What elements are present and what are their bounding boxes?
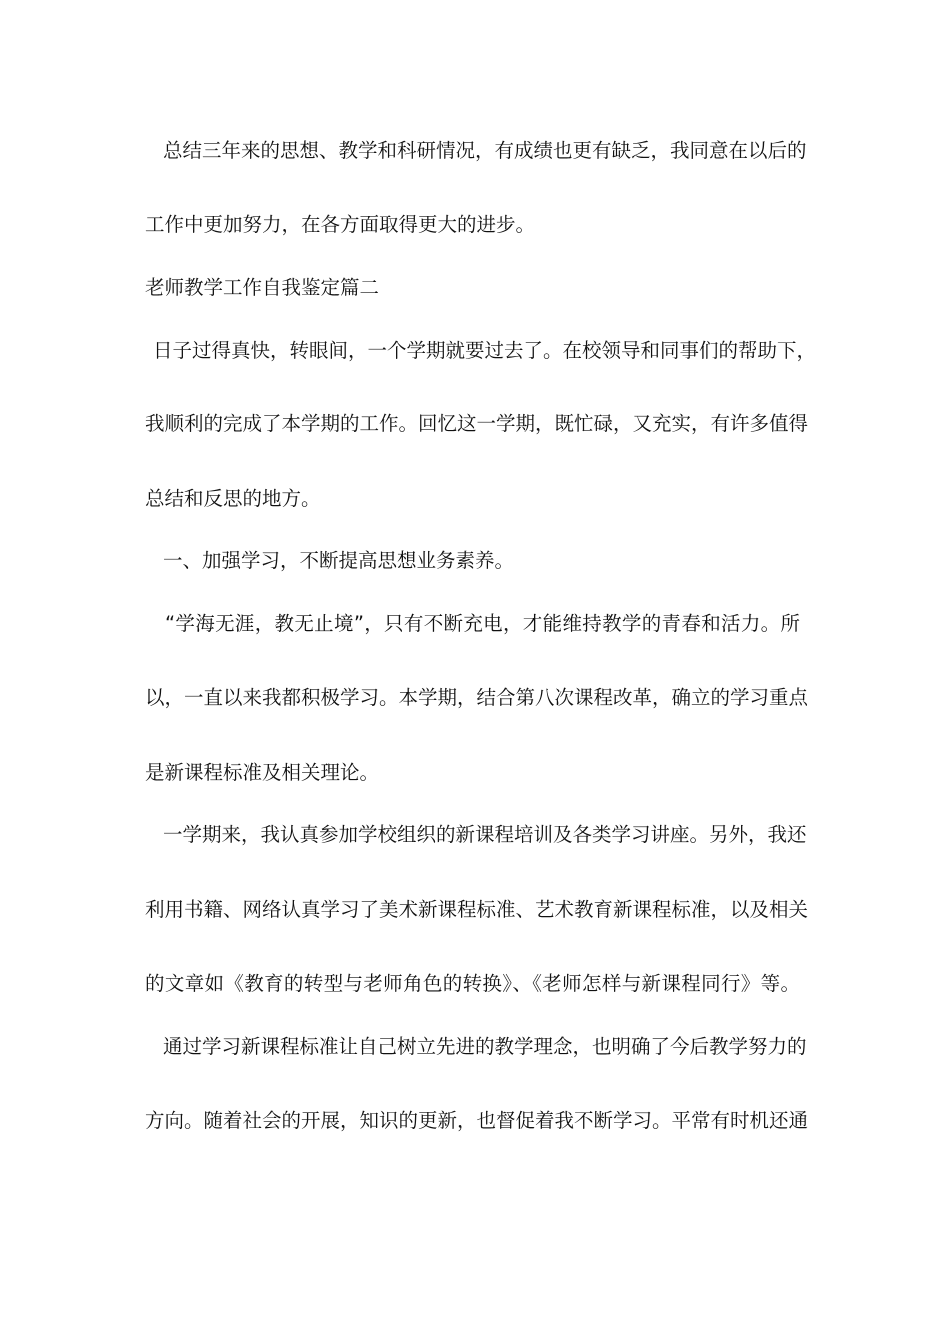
section-heading: 老师教学工作自我鉴定篇二 — [145, 276, 380, 299]
paragraph-line: 一学期来，我认真参加学校组织的新课程培训及各类学习讲座。另外，我还 — [163, 823, 807, 846]
paragraph-line: 方向。随着社会的开展，知识的更新，也督促着我不断学习。平常有时机还通 — [145, 1109, 809, 1132]
paragraph-line: 是新课程标准及相关理论。 — [145, 761, 380, 784]
paragraph-line: 利用书籍、网络认真学习了美术新课程标准、艺术教育新课程标准，以及相关 — [145, 898, 809, 921]
paragraph-line: 工作中更加努力，在各方面取得更大的进步。 — [145, 213, 536, 236]
paragraph-line: 总结和反思的地方。 — [145, 487, 321, 510]
paragraph-line: 的文章如《教育的转型与老师角色的转换》、《老师怎样与新课程同行》等。 — [145, 972, 800, 995]
paragraph-line: “学海无涯，教无止境”，只有不断充电，才能维持教学的青春和活力。所 — [165, 612, 800, 635]
paragraph-line: 以，一直以来我都积极学习。本学期，结合第八次课程改革，确立的学习重点 — [145, 686, 809, 709]
paragraph-line: 总结三年来的思想、教学和科研情况，有成绩也更有缺乏，我同意在以后的 — [163, 139, 807, 162]
paragraph-line: 我顺利的完成了本学期的工作。回忆这一学期，既忙碌，又充实，有许多值得 — [145, 412, 809, 435]
subsection-heading: 一、加强学习，不断提高思想业务素养。 — [163, 549, 515, 572]
paragraph-line: 通过学习新课程标准让自己树立先进的教学理念，也明确了今后教学努力的 — [163, 1035, 807, 1058]
paragraph-line: 日子过得真快，转眼间，一个学期就要过去了。在校领导和同事们的帮助下， — [153, 339, 817, 362]
